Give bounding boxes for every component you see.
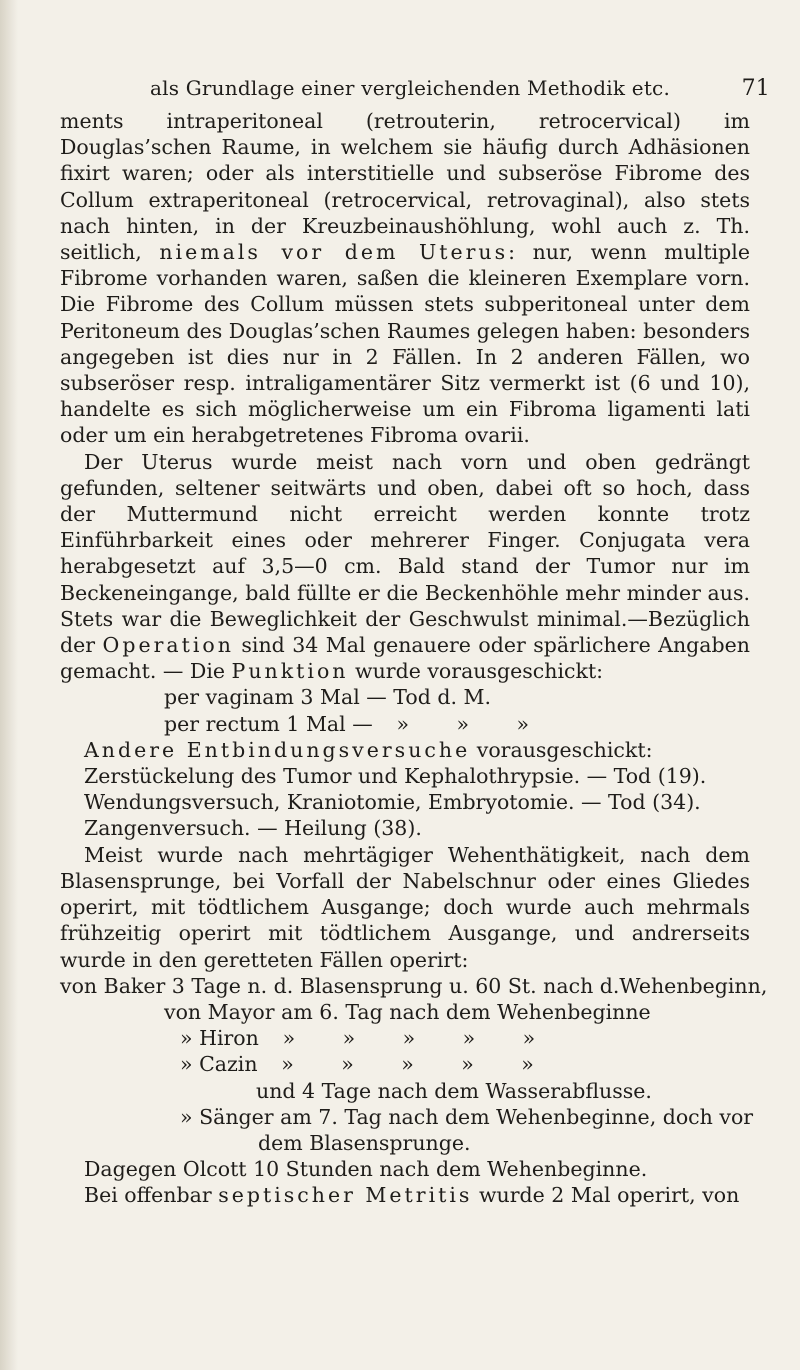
case-mayor: von Mayor am 6. Tag nach dem Wehenbeginne (164, 999, 651, 1024)
case-septisch: Bei offenbar septischer Metritis wurde 2 Mal operirt, von (84, 1183, 740, 1208)
case-cazin: » Cazin » » » » » (180, 1052, 534, 1077)
paragraph-2: Der Uterus wurde meist nach vorn und oben gedrängt gefunden, seltener seitwärts und oben, dabei oft so hoch, dass der Muttermund nicht erreicht werden konnte trotz Einführbarkeit eines oder mehrerer Finger. Conjugata vera herabgesetzt auf 3,5—0 cm. Bald stand der Tumor nur im Beckeneingange, bald füllte er die Beckenhöhle mehr minder aus. Stets war die Beweglichkeit der Geschwulst minimal.—Bezüglich der Operation sind 34 Mal genauere oder spärlichere Angaben gemacht. — Die Punktion wurde vorausgeschickt: (60, 449, 750, 684)
case-saenger-cont: dem Blasensprunge. (258, 1130, 471, 1155)
paragraph-3: Meist wurde nach mehrtägiger Wehenthätigkeit, nach dem Blasensprunge, bei Vorfall der Nabelschnur oder eines Gliedes operirt, mit tödtlichem Ausgange; doch wurde auch mehrmals frühzeitig operirt mit tödtlichem Ausgange, und andrerseits wurde in den geretteten Fällen operirt: (60, 842, 750, 972)
entbindung-item: Wendungsversuch, Kraniotomie, Embryotomie. — Tod (34). (84, 790, 701, 815)
entbindung-heading: Andere Entbindungsversuche vorausgeschickt: (84, 737, 653, 762)
punktion-vaginam: per vaginam 3 Mal — Tod d. M. (164, 685, 492, 710)
body-text (60, 108, 768, 1209)
case-hiron: » Hiron » » » » » (180, 1026, 536, 1051)
emphasis-punktion: Punktion (231, 659, 349, 684)
emphasis-niemals: niemals vor dem Uterus (159, 240, 509, 265)
punktion-rectum: per rectum 1 Mal — » » » (164, 711, 529, 736)
entbindung-item: Zerstückelung des Tumor und Kephalothrypsie. — Tod (19). (84, 764, 707, 789)
running-header (150, 76, 770, 100)
case-olcott: Dagegen Olcott 10 Stunden nach dem Wehenbeginne. (84, 1157, 648, 1182)
case-saenger: » Sänger am 7. Tag nach dem Wehenbeginne, doch vor (180, 1104, 754, 1129)
page-edge-shadow (0, 0, 18, 1370)
page-number: 71 (741, 76, 770, 101)
running-title: als Grundlage einer vergleichenden Methodik etc. (150, 76, 671, 100)
paragraph-1: ments intraperitoneal (retrouterin, retrocervical) im Douglas’schen Raume, in welchem sie häufig durch Adhäsionen fixirt waren; oder als interstitielle und subseröse Fibrome des Collum extraperitoneal (retrocervical, retrovaginal), also stets nach hinten, in der Kreuzbeinaushöhlung, wohl auch z. Th. seitlich, niemals vor dem Uterus: nur, wenn multiple Fibrome vorhanden waren, saßen die kleineren Exemplare vorn. Die Fibrome des Collum müssen stets subperitoneal unter dem Peritoneum des Douglas’schen Raumes gelegen haben: besonders angegeben ist dies nur in 2 Fällen. In 2 anderen Fällen, wo subseröser resp. intraligamentärer Sitz vermerkt ist (6 und 10), handelte es sich möglicherweise um ein Fibroma ligamenti lati oder um ein herabgetretenes Fibroma ovarii. (60, 109, 750, 448)
emphasis-operation: Operation (102, 633, 234, 658)
case-cazin-cont: und 4 Tage nach dem Wasserabflusse. (256, 1078, 652, 1103)
entbindung-item: Zangenversuch. — Heilung (38). (84, 816, 422, 841)
case-baker: von Baker 3 Tage n. d. Blasensprung u. 60 St. nach d.Wehenbeginn, (60, 973, 768, 998)
